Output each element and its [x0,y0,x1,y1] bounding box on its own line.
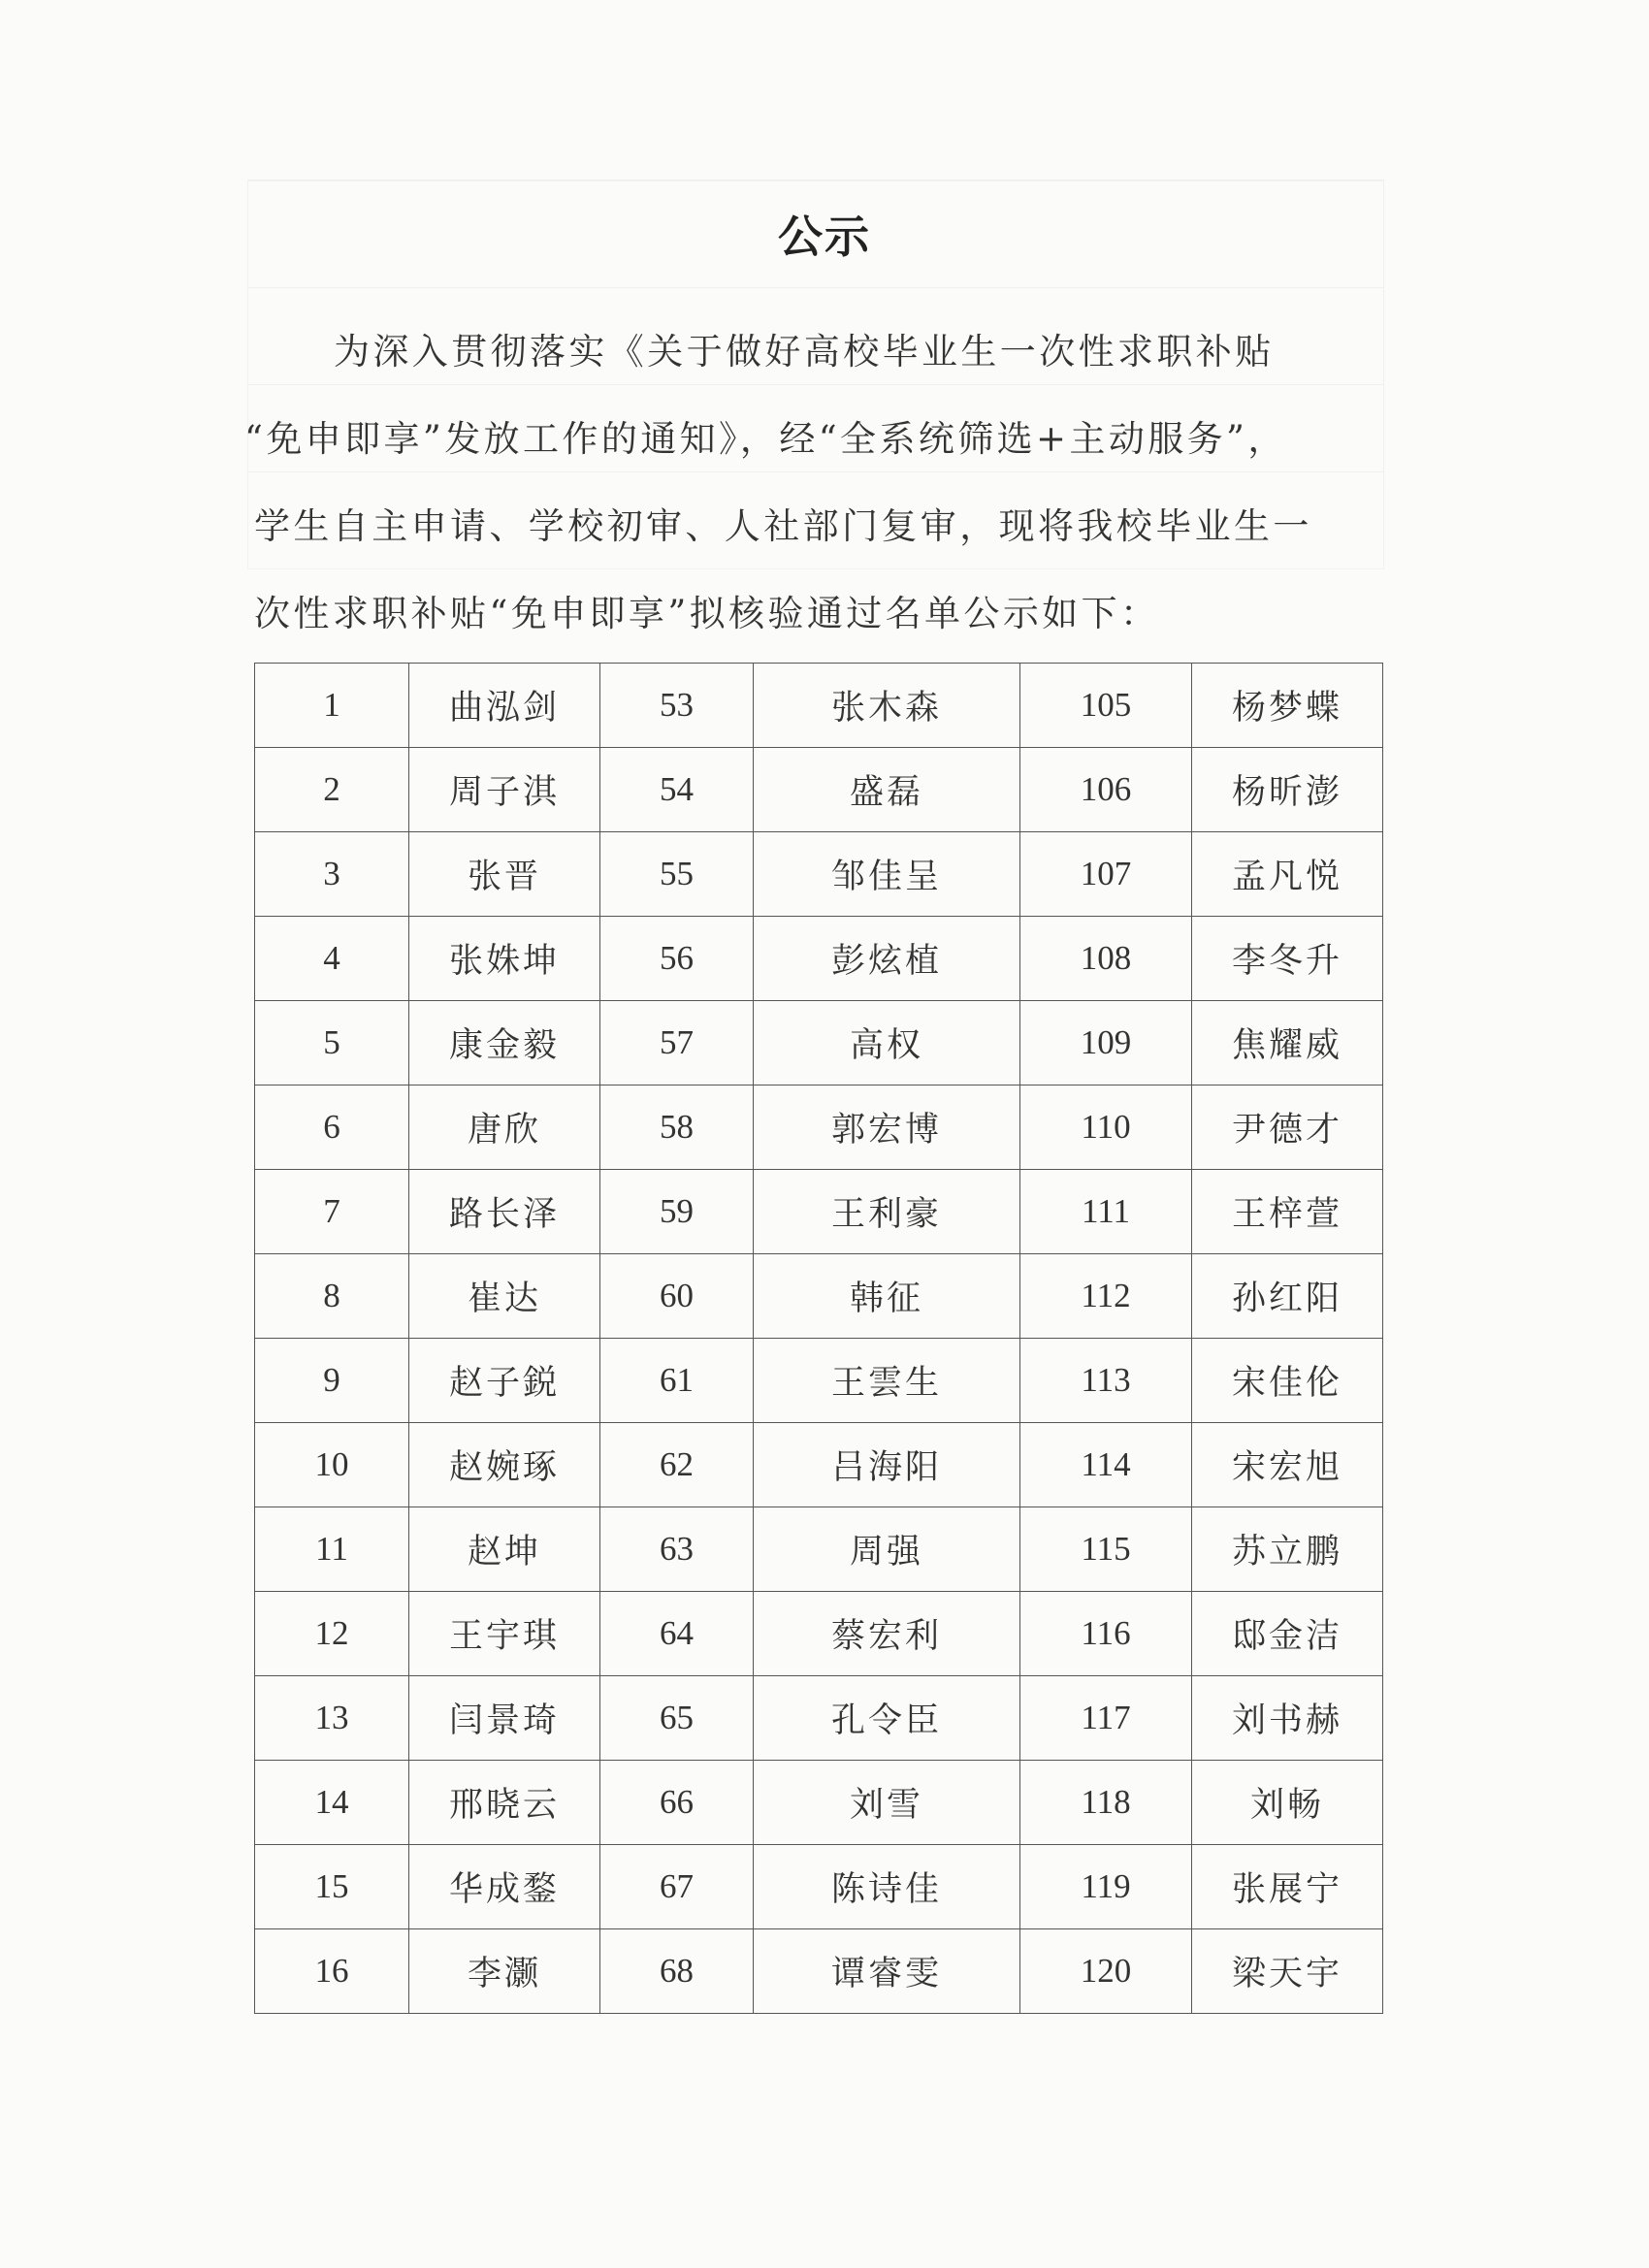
name-cell: 赵子鋭 [409,1339,600,1423]
name-cell: 闫景琦 [409,1676,600,1761]
index-cell: 61 [600,1339,754,1423]
index-cell: 65 [600,1676,754,1761]
index-cell: 54 [600,748,754,832]
name-cell: 盛磊 [754,748,1020,832]
name-cell: 王梓萱 [1192,1170,1383,1254]
name-cell: 尹德才 [1192,1085,1383,1170]
index-cell: 67 [600,1845,754,1929]
name-cell: 李冬升 [1192,917,1383,1001]
index-cell: 55 [600,832,754,917]
table-row [255,1339,1383,1423]
index-cell: 15 [255,1845,409,1929]
index-cell: 62 [600,1423,754,1507]
index-cell: 1 [255,664,409,748]
index-cell: 119 [1020,1845,1192,1929]
table-row [255,1592,1383,1676]
index-cell: 56 [600,917,754,1001]
index-cell: 5 [255,1001,409,1085]
index-cell: 116 [1020,1592,1192,1676]
index-cell: 112 [1020,1254,1192,1339]
name-cell: 周强 [754,1507,1020,1592]
name-cell: 王宇琪 [409,1592,600,1676]
name-cell: 张晋 [409,832,600,917]
name-cell: 华成鍪 [409,1845,600,1929]
name-cell: 邢晓云 [409,1761,600,1845]
table-row [255,1761,1383,1845]
index-cell: 13 [255,1676,409,1761]
name-cell: 刘畅 [1192,1761,1383,1845]
name-cell: 梁天宇 [1192,1929,1383,2014]
name-cell: 吕海阳 [754,1423,1020,1507]
name-cell: 张木森 [754,664,1020,748]
name-cell: 高权 [754,1001,1020,1085]
index-cell: 8 [255,1254,409,1339]
index-cell: 16 [255,1929,409,2014]
index-cell: 2 [255,748,409,832]
paragraph-line: 学生自主申请、学校初审、人社部门复审，现将我校毕业生一 [254,505,1312,547]
name-cell: 康金毅 [409,1001,600,1085]
index-cell: 60 [600,1254,754,1339]
name-cell: 路长泽 [409,1170,600,1254]
name-cell: 杨昕澎 [1192,748,1383,832]
name-cell: 彭炫植 [754,917,1020,1001]
index-cell: 109 [1020,1001,1192,1085]
name-cell: 蔡宏利 [754,1592,1020,1676]
table-row [255,1676,1383,1761]
name-cell: 宋佳伦 [1192,1339,1383,1423]
index-cell: 111 [1020,1170,1192,1254]
name-cell: 孙红阳 [1192,1254,1383,1339]
index-cell: 108 [1020,917,1192,1001]
name-cell: 赵坤 [409,1507,600,1592]
name-cell: 苏立鹏 [1192,1507,1383,1592]
index-cell: 4 [255,917,409,1001]
name-cell: 陈诗佳 [754,1845,1020,1929]
index-cell: 59 [600,1170,754,1254]
index-cell: 115 [1020,1507,1192,1592]
name-cell: 谭睿雯 [754,1929,1020,2014]
index-cell: 113 [1020,1339,1192,1423]
table-row [255,832,1383,917]
name-cell: 杨梦蝶 [1192,664,1383,748]
table-row [255,1085,1383,1170]
paragraph-line: 为深入贯彻落实《关于做好高校毕业生一次性求职补贴 [334,331,1275,373]
name-cell: 焦耀威 [1192,1001,1383,1085]
name-cell: 邹佳呈 [754,832,1020,917]
paragraph-line: “免申即享”发放工作的通知》，经“全系统筛选+主动服务”， [244,418,1287,460]
index-cell: 57 [600,1001,754,1085]
index-cell: 53 [600,664,754,748]
index-cell: 66 [600,1761,754,1845]
name-cell: 曲泓剑 [409,664,600,748]
index-cell: 64 [600,1592,754,1676]
name-cell: 赵婉琢 [409,1423,600,1507]
index-cell: 68 [600,1929,754,2014]
table-row [255,917,1383,1001]
paragraph-line: 次性求职补贴“免申即享”拟核验通过名单公示如下： [254,593,1160,634]
index-cell: 105 [1020,664,1192,748]
table-row [255,1170,1383,1254]
name-cell: 周子淇 [409,748,600,832]
index-cell: 120 [1020,1929,1192,2014]
index-cell: 12 [255,1592,409,1676]
table-row [255,748,1383,832]
index-cell: 11 [255,1507,409,1592]
index-cell: 14 [255,1761,409,1845]
index-cell: 106 [1020,748,1192,832]
index-cell: 58 [600,1085,754,1170]
name-cell: 王雲生 [754,1339,1020,1423]
index-cell: 110 [1020,1085,1192,1170]
name-cell: 韩征 [754,1254,1020,1339]
page-title: 公示 [778,211,871,263]
name-cell: 张姝坤 [409,917,600,1001]
name-cell: 李灏 [409,1929,600,2014]
name-cell: 宋宏旭 [1192,1423,1383,1507]
index-cell: 114 [1020,1423,1192,1507]
table-row [255,1254,1383,1339]
index-cell: 63 [600,1507,754,1592]
name-cell: 崔达 [409,1254,600,1339]
name-cell: 唐欣 [409,1085,600,1170]
name-cell: 刘书赫 [1192,1676,1383,1761]
table-row [255,1507,1383,1592]
table-row [255,1929,1383,2014]
table-row [255,1001,1383,1085]
index-cell: 6 [255,1085,409,1170]
name-cell: 孟凡悦 [1192,832,1383,917]
name-cell: 王利豪 [754,1170,1020,1254]
index-cell: 7 [255,1170,409,1254]
table-row [255,1423,1383,1507]
table-row [255,664,1383,748]
index-cell: 117 [1020,1676,1192,1761]
notice-paragraph [244,308,1399,658]
name-cell: 刘雪 [754,1761,1020,1845]
index-cell: 3 [255,832,409,917]
index-cell: 107 [1020,832,1192,917]
table-row [255,1845,1383,1929]
index-cell: 9 [255,1339,409,1423]
name-cell: 孔令臣 [754,1676,1020,1761]
name-cell: 邸金洁 [1192,1592,1383,1676]
roster-table [254,663,1383,2014]
index-cell: 10 [255,1423,409,1507]
index-cell: 118 [1020,1761,1192,1845]
name-cell: 郭宏博 [754,1085,1020,1170]
name-cell: 张展宁 [1192,1845,1383,1929]
